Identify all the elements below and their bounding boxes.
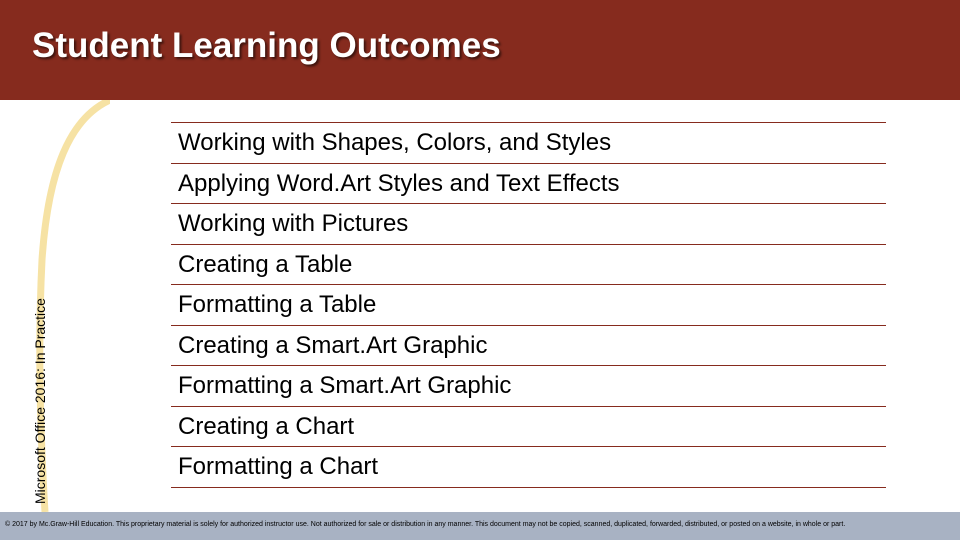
list-item: Creating a Chart	[171, 406, 886, 447]
list-item: Creating a Smart.Art Graphic	[171, 325, 886, 366]
list-item: Applying Word.Art Styles and Text Effects	[171, 163, 886, 204]
decorative-swoosh	[0, 100, 110, 512]
copyright-footer	[0, 512, 960, 540]
list-item: Formatting a Smart.Art Graphic	[171, 365, 886, 406]
outcomes-list	[171, 122, 886, 488]
title-banner	[0, 0, 960, 100]
list-item: Formatting a Table	[171, 284, 886, 325]
list-item: Creating a Table	[171, 244, 886, 285]
list-item: Working with Shapes, Colors, and Styles	[171, 122, 886, 163]
list-item: Formatting a Chart	[171, 446, 886, 488]
copyright-text: © 2017 by Mc.Graw-Hill Education. This proprietary material is solely for authorized instructor use. Not authorized for sale or distribution in any manner. This document may not be copied, scanned, duplicated, forwarded, distributed, or posted on a website, in whole or part.	[5, 521, 846, 528]
slide-title: Student Learning Outcomes	[32, 26, 501, 65]
vertical-course-label: Microsoft Office 2016: In Practice	[32, 298, 48, 504]
list-item: Working with Pictures	[171, 203, 886, 244]
